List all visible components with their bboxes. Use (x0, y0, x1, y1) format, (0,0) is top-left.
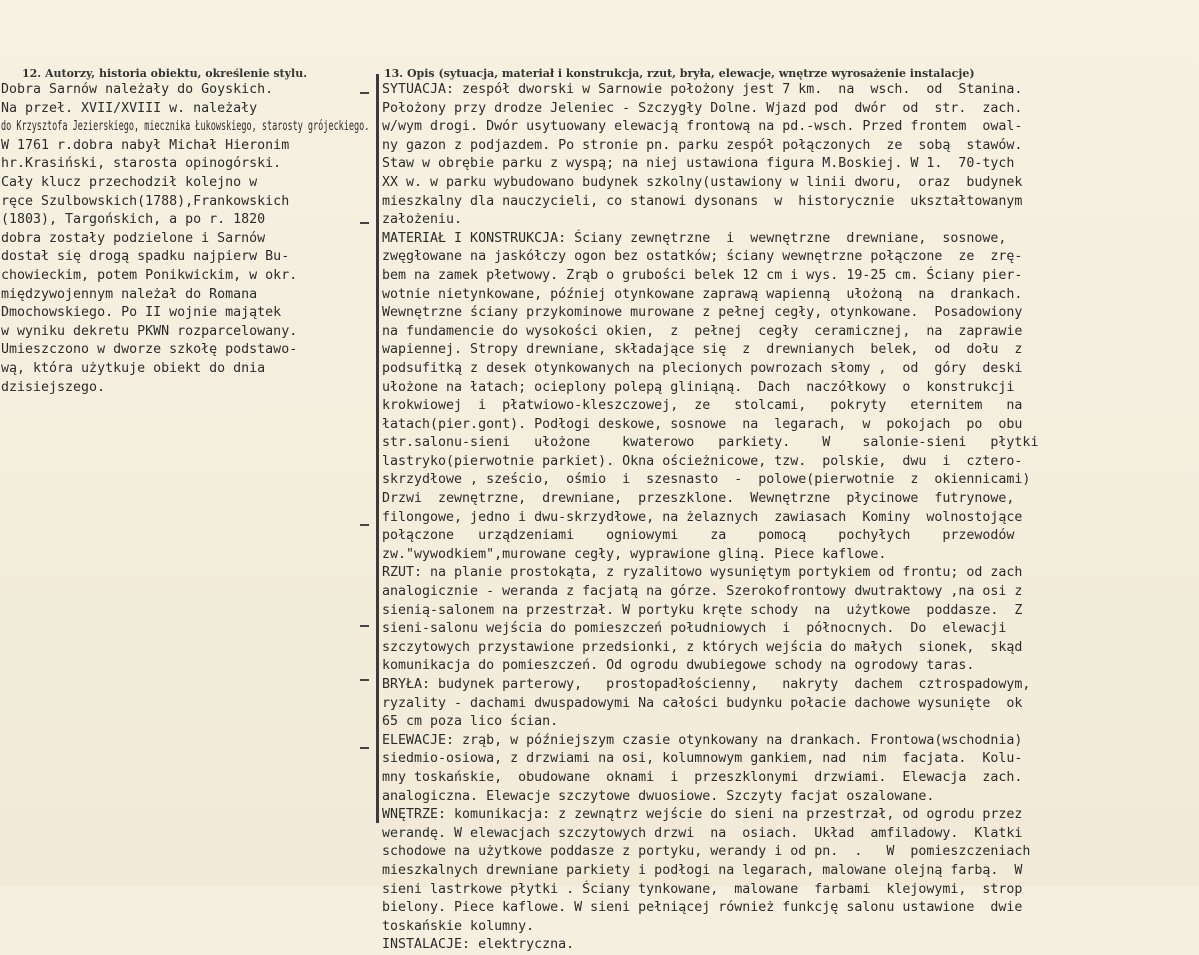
description-line: MATERIAŁ I KONSTRUKCJA: Ściany zewnętrzne i wewnętrzne drewniane, sosnowe, (382, 230, 1007, 246)
description-line: szczytowych przystawione przedsionki, z których wejścia do małych sionek, skąd (382, 639, 1023, 655)
description-line: Położony przy drodze Jeleniec - Szczygły Dolne. Wjazd pod dwór od str. zach. (382, 100, 1023, 116)
description-line: łatach(pier.gont). Podłogi deskowe, sosnowe na legarach, w pokojach po obu (382, 416, 1023, 432)
description-line: XX w. w parku wybudowano budynek szkolny(ustawiony w linii dworu, oraz budynek (382, 174, 1023, 190)
description-line: Staw w obrębie parku z wyspą; na niej ustawiona figura M.Boskiej. W 1. 70-tych (382, 156, 1015, 172)
description-line: siedmio-osiowa, z drzwiami na osi, kolumnowym gankiem, nad nim facjata. Kolu- (382, 751, 1023, 767)
history-line: Dobra Sarnów należały do Goyskich. (1, 82, 274, 97)
history-line: W 1761 r.dobra nabył Michał Hieronim (1, 137, 290, 153)
history-line: dostał się drogą spadku najpierw Bu- (1, 249, 290, 265)
description-line: INSTALACJE: elektryczna. (382, 937, 575, 953)
description-line: ny gazon z podjazdem. Po stronie pn. parku zespół połączonych ze sobą stawów. (382, 137, 1023, 153)
history-line: do Krzysztofa Jezierskiego, miecznika Łukowskiego, starosty grójeckiego. (1, 119, 370, 135)
description-line: RZUT: na planie prostokąta, z ryzalitowo wysuniętym portykiem od frontu; od zach (382, 565, 1023, 581)
description-line: połączone urządzeniami ogniowymi za pomocą pochyłych przewodów (382, 528, 1015, 544)
description-line: mny toskańskie, obudowane oknami i przeszklonymi drzwiami. Elewacja zach. (382, 769, 1023, 785)
description-line: str.salonu-sieni ułożone kwaterowo parkiety. W salonie-sieni płytki (382, 435, 1039, 451)
history-line: wą, która użytkuje obiekt do dnia (1, 360, 266, 376)
description-line: sieni-salonu wejścia do pomieszczeń południowych i północnych. Do elewacji (382, 621, 1007, 637)
description-line: wapiennej. Stropy drewniane, składające się z drewnianych belek, od dołu z (382, 342, 1023, 358)
dash-mark (360, 625, 369, 627)
description-text (382, 81, 1038, 955)
description-line: 65 cm poza lico ścian. (382, 714, 559, 730)
history-line: w wyniku dekretu PKWN rozparcelowany. (1, 323, 298, 339)
description-line: ułożone na łatach; ocieplony polepą gliniąną. Dach naczółkowy o konstrukcji (382, 379, 1015, 395)
description-line: filongowe, jedno i dwu-skrzydłowe, na żelaznych zawiasach Kominy wolnostojące (382, 509, 1023, 525)
description-line: mieszkalny dla nauczycieli, co stanowi dysonans w historycznie ukształtowanym (382, 193, 1023, 209)
description-line: lastryko(pierwotnie parkiet). Okna ościeżnicowe, tzw. polskie, dwu i cztero- (382, 453, 1023, 469)
description-line: toskańskie kolumny. (382, 918, 535, 934)
dash-mark (360, 524, 369, 526)
description-line: wotnie nietynkowane, później otynkowane zaprawą wapienną ułożoną na drankach. (382, 286, 1023, 302)
description-line: w/wym drogi. Dwór usytuowany elewacją frontową na pd.-wsch. Przed frontem owal- (382, 119, 1023, 135)
description-line: WNĘTRZE: komunikacja: z zewnątrz wejście do sieni na przestrzał, od ogrodu przez (382, 807, 1023, 823)
dash-mark (360, 679, 369, 681)
description-line: bem na zamek płetwowy. Zrąb o grubości belek 12 cm i wys. 19-25 cm. Ściany pier- (382, 267, 1023, 283)
description-line: BRYŁA: budynek parterowy, prostopadłościenny, nakryty dachem cztrospadowym, (382, 677, 1031, 692)
history-line: Cały klucz przechodził kolejno w (1, 174, 258, 190)
description-line: podsufitką z desek otynkowanych na plecionych powrozach słomy , od góry deski (382, 360, 1023, 376)
history-line: (1803), Targońskich, a po r. 1820 (1, 212, 266, 228)
history-line: dzisiejszego. (1, 379, 106, 395)
description-line: werandę. W elewacjach szczytowych drzwi na osiach. Układ amfiladowy. Klatki (382, 825, 1023, 841)
description-line: zwęgłowane na jaskółczy ogon bez ostatków; ściany wewnętrzne połączone ze zrę- (382, 249, 1023, 265)
history-line: hr.Krasiński, starosta opinogórski. (1, 156, 282, 172)
description-line: sienią-salonem na przestrzał. W portyku kręte schody na użytkowe poddasze. Z (382, 602, 1023, 618)
description-line: Wewnętrzne ściany przykominowe murowane z pełnej cegły, otynkowane. Posadowiony (382, 305, 1023, 321)
dash-mark (360, 747, 369, 749)
history-line: międzywojennym należał do Romana (1, 286, 258, 302)
history-line: Na przeł. XVII/XVIII w. należały (1, 100, 258, 116)
history-line: Umieszczono w dworze szkołę podstawo- (1, 342, 298, 358)
description-line: schodowe na użytkowe poddasze z portyku, werandy i od pn. . W pomieszczeniach (382, 844, 1031, 860)
section-13-heading: 13. Opis (sytuacja, materiał i konstrukcja, rzut, bryła, elewacje, wnętrze wyrosażenie instalacje) (384, 67, 975, 80)
description-line: zw."wywodkiem",murowane cegły, wyprawione gliną. Piece kaflowe. (382, 546, 887, 562)
description-line: komunikacja do pomieszczeń. Od ogrodu dwubiegowe schody na ogrodowy taras. (382, 658, 975, 674)
description-line: mieszkalnych drewniane parkiety i podłogi na legarach, malowane olejną farbą. W (382, 862, 1023, 878)
description-line: bielony. Piece kaflowe. W sieni pełniącej również funkcję salonu ustawione dwie (382, 900, 1023, 916)
description-line: na fundamencie do wysokości okien, z pełnej cegły ceramicznej, na zaprawie (382, 323, 1023, 339)
description-line: sieni lastrkowe płytki . Ściany tynkowane, malowane farbami klejowymi, strop (382, 881, 1023, 897)
history-line: ręce Szulbowskich(1788),Frankowskich (1, 193, 290, 209)
description-line: skrzydłowe , sześcio, ośmio i szesnasto - polowe(pierwotnie z okiennicami) (382, 472, 1031, 488)
description-line: ELEWACJE: zrąb, w późniejszym czasie otynkowany na drankach. Frontowa(wschodnia) (382, 732, 1023, 748)
description-line: ryzality - dachami dwuspadowymi Na całości budynku połacie dachowe wysunięte ok (382, 695, 1023, 711)
description-line: założeniu. (382, 212, 463, 228)
description-line: Drzwi zewnętrzne, drewniane, przeszklone. Wewnętrzne płycinowe futrynowe, (382, 491, 1015, 507)
history-line: dobra zostały podzielone i Sarnów (1, 230, 266, 246)
description-line: krokwiowej i płatwiowo-kleszczowej, ze stolcami, pokryty eternitem na (382, 398, 1023, 414)
history-line: chowieckim, potem Ponikwickim, w okr. (1, 267, 298, 283)
description-line: analogicznie - weranda z facjatą na górze. Szerokofrontowy dwutraktowy ,na osi z (382, 584, 1023, 600)
description-line: analogiczna. Elewacje szczytowe dwuosiowe. Szczyty facjat oszalowane. (382, 788, 935, 804)
description-line: SYTUACJA: zespół dworski w Sarnowie położony jest 7 km. na wsch. od Stanina. (382, 82, 1023, 97)
section-12-heading: 12. Autorzy, historia obiektu, określenie stylu. (22, 67, 308, 80)
history-line: Dmochowskiego. Po II wojnie majątek (1, 305, 282, 321)
